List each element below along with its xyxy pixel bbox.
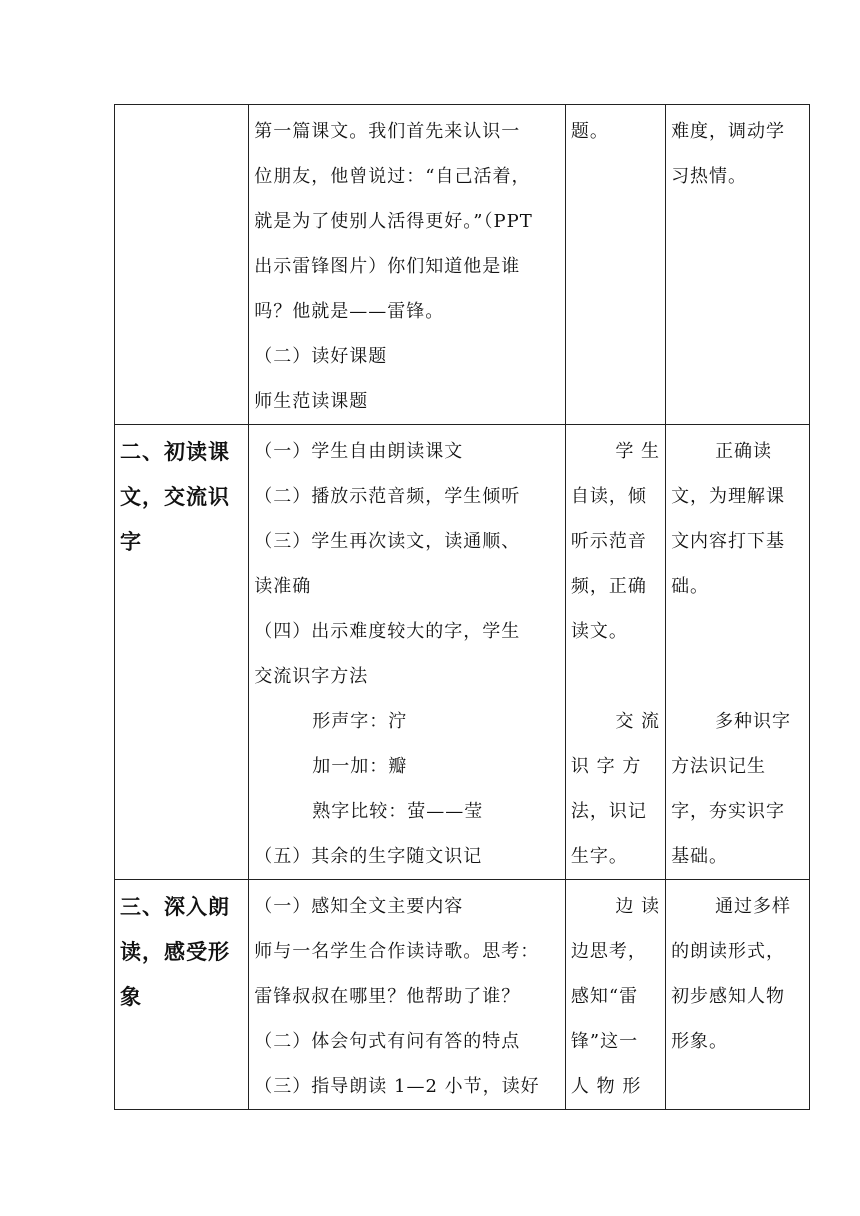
- purpose-cell: [666, 105, 810, 425]
- purpose-line: 正确读: [715, 441, 773, 462]
- content-line: （五）其余的生字随文识记: [254, 846, 483, 867]
- stage-title-line: 文，交流识: [120, 484, 230, 509]
- student-line: 感知“雷: [570, 986, 639, 1007]
- content-cell: [249, 425, 566, 880]
- content-line: 第一篇课文。我们首先来认识一: [254, 121, 521, 142]
- purpose-line: 文内容打下基: [671, 531, 786, 552]
- stage-title-line: 二、初读课: [120, 439, 230, 464]
- student-line: 法，识记: [570, 801, 647, 822]
- content-line: （一）感知全文主要内容: [254, 896, 464, 917]
- spacer: [671, 609, 804, 654]
- purpose-line: 础。: [671, 576, 710, 597]
- purpose-line: 形象。: [671, 1031, 729, 1052]
- purpose-line: 字，夯实识字: [671, 801, 786, 822]
- content-line: 就是为了使别人活得更好。”（PPT: [254, 211, 533, 232]
- content-line: 师生范读课题: [254, 391, 369, 412]
- purpose-line: 的朗读形式，: [671, 941, 786, 962]
- purpose-line: 基础。: [671, 846, 729, 867]
- content-line: 师与一名学生合作读诗歌。思考：: [254, 941, 540, 962]
- student-line: 交 流: [615, 711, 661, 732]
- content-line: 雷锋叔叔在哪里？他帮助了谁？: [254, 986, 521, 1007]
- content-line: 形声字：泞: [312, 711, 408, 732]
- purpose-line: 文，为理解课: [671, 486, 786, 507]
- content-line: （四）出示难度较大的字，学生: [254, 621, 521, 642]
- purpose-line: 多种识字: [715, 711, 792, 732]
- student-line: 听示范音: [570, 531, 647, 552]
- stage-title-line: 字: [120, 529, 142, 554]
- content-line: 熟字比较：萤——莹: [312, 801, 484, 822]
- content-line: （一）学生自由朗读课文: [254, 441, 464, 462]
- stage-cell: [115, 425, 249, 880]
- student-line: 生字。: [570, 846, 628, 867]
- student-line: 边 读: [615, 896, 661, 917]
- content-line: （三）学生再次读文，读通顺、: [254, 531, 521, 552]
- content-line: （三）指导朗读 1—2 小节，读好: [254, 1076, 540, 1097]
- student-line: 人 物 形: [570, 1076, 642, 1097]
- stage-title-line: 三、深入朗: [120, 894, 230, 919]
- stage-title-line: 读，感受形: [120, 939, 230, 964]
- content-line: 交流识字方法: [254, 666, 369, 687]
- table-row: [115, 425, 810, 880]
- content-line: （二）读好课题: [254, 346, 388, 367]
- content-line: 吗？他就是——雷锋。: [254, 301, 445, 322]
- student-activity-cell: [565, 425, 665, 880]
- stage-title-line: 象: [120, 984, 142, 1009]
- purpose-line: 难度，调动学: [671, 121, 786, 142]
- student-line: 频，正确: [570, 576, 647, 597]
- student-line: 识 字 方: [570, 756, 642, 777]
- student-line: 锋”这一: [570, 1031, 639, 1052]
- spacer: [571, 654, 660, 699]
- stage-cell: [115, 880, 249, 1110]
- content-line: （二）播放示范音频，学生倾听: [254, 486, 521, 507]
- content-cell: [249, 880, 566, 1110]
- spacer: [671, 654, 804, 699]
- purpose-cell: [666, 425, 810, 880]
- content-line: 读准确: [254, 576, 312, 597]
- content-line: （二）体会句式有问有答的特点: [254, 1031, 521, 1052]
- purpose-line: 初步感知人物: [671, 986, 786, 1007]
- student-line: 题。: [570, 121, 609, 142]
- student-line: 自读，倾: [570, 486, 647, 507]
- content-line: 加一加：瓣: [312, 756, 408, 777]
- purpose-line: 通过多样: [715, 896, 792, 917]
- lesson-plan-table: [114, 104, 810, 1110]
- student-line: 学 生: [615, 441, 661, 462]
- table-row: [115, 105, 810, 425]
- student-line: 边思考，: [570, 941, 647, 962]
- student-activity-cell: [565, 105, 665, 425]
- purpose-cell: [666, 880, 810, 1110]
- purpose-line: 习热情。: [671, 166, 748, 187]
- content-line: 位朋友，他曾说过：“自己活着，: [254, 166, 531, 187]
- student-line: 读文。: [570, 621, 628, 642]
- table-row: [115, 880, 810, 1110]
- content-line: 出示雷锋图片）你们知道他是谁: [254, 256, 521, 277]
- purpose-line: 方法识记生: [671, 756, 767, 777]
- stage-cell: [115, 105, 249, 425]
- content-cell: [249, 105, 566, 425]
- student-activity-cell: [565, 880, 665, 1110]
